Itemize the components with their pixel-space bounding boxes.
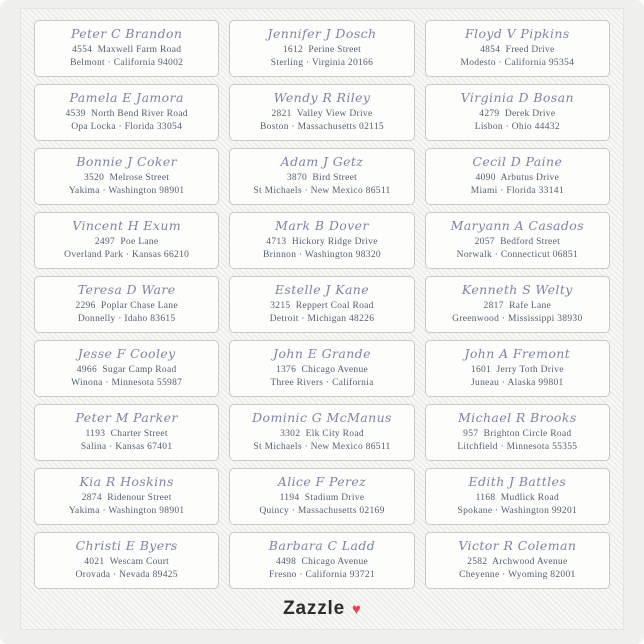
city-state-zip: St Michaels · New Mexico 86511 (253, 186, 391, 197)
heart-icon: ♥ (351, 601, 361, 618)
city-state-zip: Salina · Kansas 67401 (80, 442, 173, 453)
recipient-name: John E Grande (273, 345, 371, 361)
recipient-name: Christi E Byers (75, 537, 178, 553)
recipient-name: Mark B Dover (275, 217, 369, 233)
city-state-zip: Orovada · Nevada 89425 (75, 570, 178, 581)
recipient-name: Adam J Getz (280, 153, 364, 169)
recipient-name: Maryann A Casados (450, 217, 585, 233)
city-state-zip: Juneau · Alaska 99801 (471, 378, 564, 389)
recipient-name: Jennifer J Dosch (267, 25, 377, 41)
street-address: 2057 Bedford Street (474, 236, 561, 247)
city-state-zip: Overland Park · Kansas 66210 (64, 250, 190, 261)
label-grid (34, 20, 610, 589)
street-address: 1612 Perine Street (282, 44, 362, 55)
address-label (34, 20, 219, 77)
city-state-zip: Spokane · Washington 99201 (457, 506, 578, 517)
address-label (425, 276, 610, 333)
street-address: 4539 North Bend River Road (65, 108, 188, 119)
address-label (34, 468, 219, 525)
street-address: 2497 Poe Lane (94, 236, 159, 247)
city-state-zip: Yakima · Washington 98901 (68, 186, 185, 197)
address-label (229, 468, 414, 525)
street-address: 4279 Derek Drive (479, 108, 556, 119)
address-label (34, 148, 219, 205)
city-state-zip: Fresno · California 93721 (269, 570, 375, 581)
city-state-zip: Lisbon · Ohio 44432 (474, 122, 560, 133)
street-address: 4498 Chicago Avenue (275, 556, 369, 567)
address-label (425, 212, 610, 269)
recipient-name: Teresa D Ware (77, 281, 176, 297)
city-state-zip: Winona · Minnesota 55987 (71, 378, 183, 389)
address-label (425, 340, 610, 397)
city-state-zip: Litchfield · Minnesota 55355 (457, 442, 578, 453)
recipient-name: Edith J Battles (468, 473, 567, 489)
address-label (425, 404, 610, 461)
recipient-name: Bonnie J Coker (76, 153, 178, 169)
city-state-zip: St Michaels · New Mexico 86511 (253, 442, 391, 453)
address-label (34, 276, 219, 333)
city-state-zip: Detroit · Michigan 48226 (269, 314, 375, 325)
recipient-name: Wendy R Riley (273, 89, 371, 105)
street-address: 3215 Reppert Coal Road (270, 300, 374, 311)
street-address: 2821 Valley View Drive (271, 108, 373, 119)
city-state-zip: Yakima · Washington 98901 (68, 506, 185, 517)
recipient-name: Vincent H Exum (72, 217, 182, 233)
city-state-zip: Brinnon · Washington 98320 (263, 250, 381, 261)
recipient-name: Pamela E Jamora (69, 89, 184, 105)
city-state-zip: Greenwood · Mississippi 38930 (452, 314, 583, 325)
recipient-name: Victor R Coleman (458, 537, 577, 553)
label-sheet (20, 8, 624, 630)
street-address: 3870 Bird Street (286, 172, 358, 183)
city-state-zip: Sterling · Virginia 20166 (270, 58, 374, 69)
address-label (229, 276, 414, 333)
street-address: 2874 Ridenour Street (81, 492, 172, 503)
street-address: 1194 Stadium Drive (279, 492, 365, 503)
city-state-zip: Quincy · Massachusetts 02169 (259, 506, 385, 517)
street-address: 4854 Freed Drive (480, 44, 555, 55)
street-address: 2296 Poplar Chase Lane (75, 300, 178, 311)
address-label (425, 20, 610, 77)
address-label (425, 84, 610, 141)
street-address: 1168 Mudlick Road (475, 492, 560, 503)
street-address: 3520 Melrose Street (83, 172, 170, 183)
street-address: 3302 Elk City Road (280, 428, 364, 439)
address-label (425, 468, 610, 525)
zazzle-logo: Zazzle (283, 598, 345, 619)
city-state-zip: Opa Locka · Florida 33054 (71, 122, 183, 133)
city-state-zip: Modesto · California 95354 (460, 58, 575, 69)
address-label (425, 532, 610, 589)
street-address: 2817 Rafe Lane (483, 300, 552, 311)
recipient-name: Barbara C Ladd (268, 537, 376, 553)
recipient-name: Kenneth S Welty (461, 281, 573, 297)
city-state-zip: Boston · Massachusetts 02115 (260, 122, 384, 133)
address-label (425, 148, 610, 205)
recipient-name: Michael R Brooks (457, 409, 577, 425)
address-label (229, 340, 414, 397)
recipient-name: Estelle J Kane (274, 281, 370, 297)
recipient-name: Peter M Parker (75, 409, 178, 425)
recipient-name: Kia R Hoskins (79, 473, 174, 489)
address-label (229, 212, 414, 269)
street-address: 4966 Sugar Camp Road (76, 364, 177, 375)
recipient-name: Alice F Perez (277, 473, 367, 489)
city-state-zip: Belmont · California 94002 (70, 58, 184, 69)
address-label (34, 340, 219, 397)
street-address: 1193 Charter Street (85, 428, 168, 439)
address-label (229, 532, 414, 589)
street-address: 4554 Maxwell Farm Road (72, 44, 182, 55)
recipient-name: John A Fremont (464, 345, 571, 361)
address-label (34, 404, 219, 461)
street-address: 4090 Arbutus Drive (475, 172, 560, 183)
recipient-name: Peter C Brandon (70, 25, 183, 41)
street-address: 1601 Jerry Toth Drive (470, 364, 564, 375)
address-label (229, 148, 414, 205)
recipient-name: Virginia D Bosan (460, 89, 574, 105)
street-address: 4021 Wescam Court (84, 556, 170, 567)
zazzle-footer (34, 589, 610, 629)
street-address: 1376 Chicago Avenue (275, 364, 369, 375)
address-label (34, 212, 219, 269)
address-label (229, 84, 414, 141)
address-label (229, 20, 414, 77)
recipient-name: Jesse F Cooley (77, 345, 176, 361)
city-state-zip: Norwalk · Connecticut 06851 (456, 250, 578, 261)
recipient-name: Dominic G McManus (252, 409, 392, 425)
address-label (229, 404, 414, 461)
recipient-name: Floyd V Pipkins (464, 25, 570, 41)
street-address: 4713 Hickory Ridge Drive (266, 236, 378, 247)
address-label (34, 532, 219, 589)
street-address: 957 Brighton Circle Road (463, 428, 572, 439)
city-state-zip: Cheyenne · Wyoming 82001 (459, 570, 576, 581)
address-label (34, 84, 219, 141)
city-state-zip: Donnelly · Idaho 83615 (77, 314, 176, 325)
recipient-name: Cecil D Paine (472, 153, 563, 169)
city-state-zip: Three Rivers · California (270, 378, 374, 389)
city-state-zip: Miami · Florida 33141 (470, 186, 564, 197)
street-address: 2582 Archwood Avenue (467, 556, 568, 567)
